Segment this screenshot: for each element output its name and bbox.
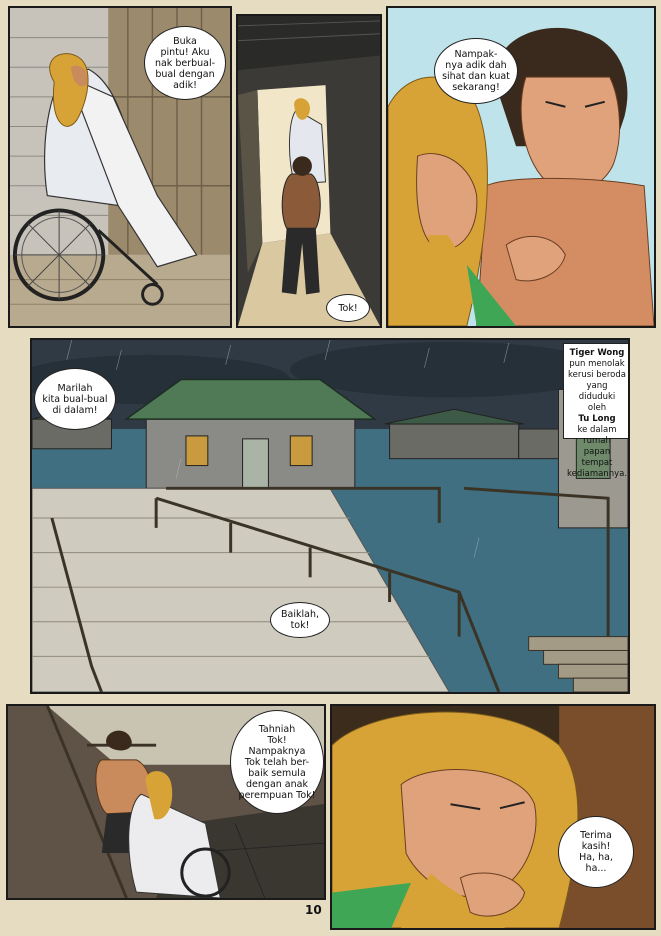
panel-6 [330,704,656,930]
caption-name-tu-long: Tu Long [578,414,616,424]
panel-3-art [388,8,654,326]
panel-2-art [238,16,380,326]
panel-1 [8,6,232,328]
narration-caption [563,343,630,479]
speech-bubble: Tok! [326,294,370,322]
caption-name-tiger-wong: Tiger Wong [569,348,625,358]
panel-2 [236,14,382,328]
speech-bubble: Nampak- nya adik dah sihat dan kuat sekarang! [434,38,518,104]
speech-bubble: Tahniah Tok! Nampaknya Tok telah ber- baik semula dengan anak perempuan Tok! [230,710,324,814]
caption-text: pun menolak kerusi beroda yang diduduki oleh [568,359,626,413]
panel-4 [30,338,630,694]
caption-text: ke dalam rumah papan tempat kediamannya. [567,425,628,479]
panel-3 [386,6,656,328]
panel-4-art [32,340,628,692]
speech-bubble: Buka pintu! Aku nak berbual- bual dengan adik! [144,26,226,100]
speech-bubble: Terima kasih! Ha, ha, ha... [558,816,634,888]
speech-bubble: Baiklah, tok! [270,602,330,638]
speech-bubble: Marilah kita bual-bual di dalam! [34,368,116,430]
page-number: 10 [305,903,322,917]
panel-5 [6,704,326,900]
